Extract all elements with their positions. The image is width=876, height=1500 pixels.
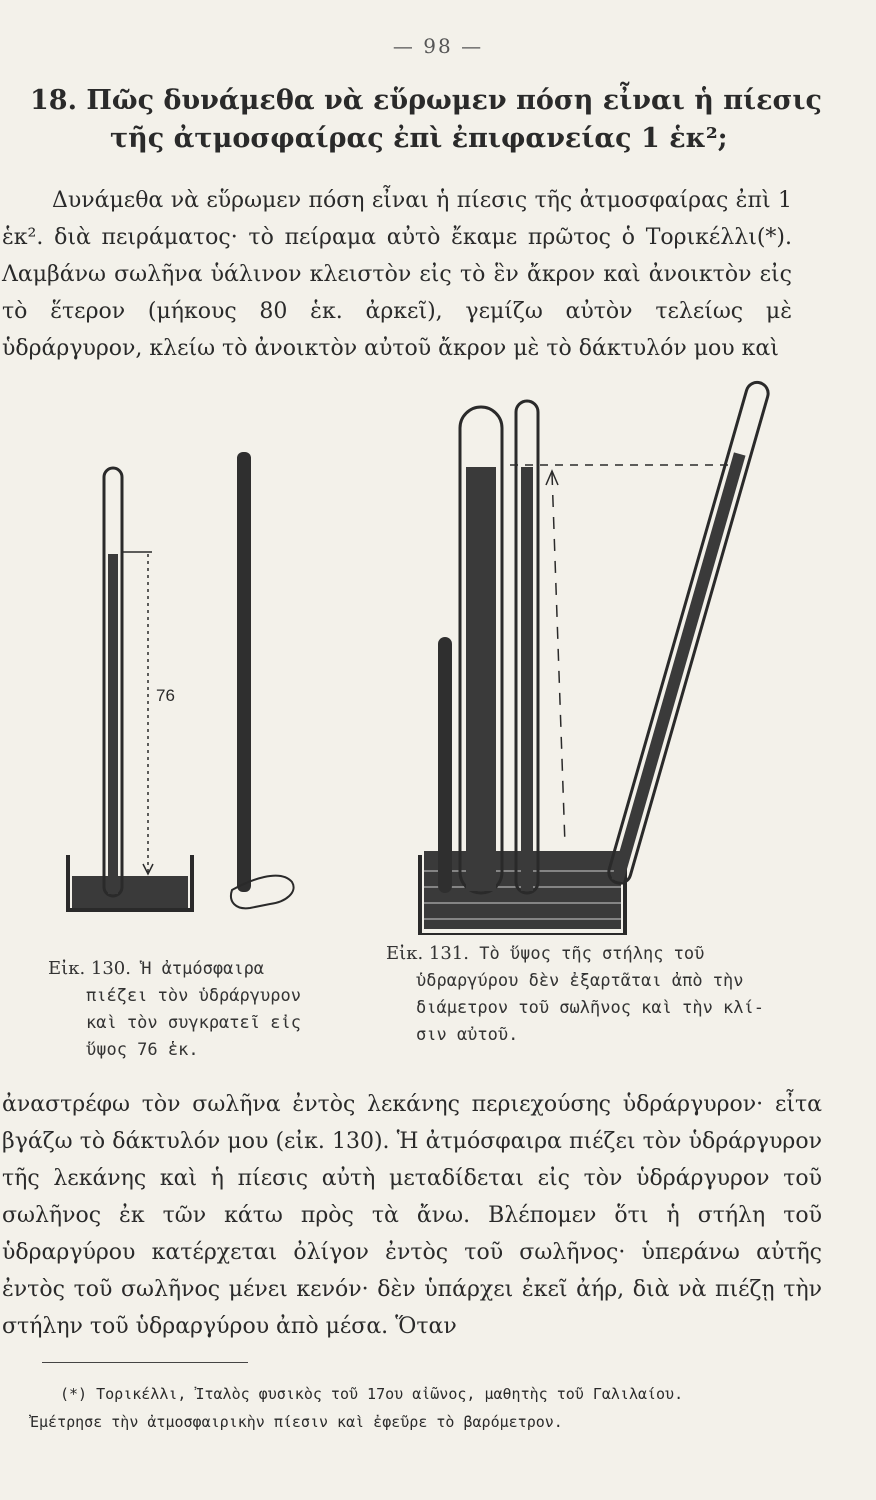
footnote-line-2: Ἐμέτρησε τὴν ἀτμοσφαιρικὴν πίεσιν καὶ ἐφεῦρε τὸ βαρόμετρον. (30, 1413, 563, 1431)
heading-line-1: 18. Πῶς δυνάμεθα νὰ εὕρωμεν πόση εἶναι ἡ πίεσις (30, 85, 822, 116)
figure-130-illustration (60, 440, 310, 920)
footnote-line-1: (*) Τορικέλλι, Ἰταλὸς φυσικὸς τοῦ 17ου αἰῶνος, μαθητὴς τοῦ Γαλιλαίου. (60, 1385, 684, 1403)
caption-131-line-3: διάμετρον τοῦ σωλῆνος καὶ τὴν κλί- (416, 998, 764, 1018)
caption-130-line-4: ὕψος 76 ἑκ. (86, 1040, 199, 1060)
caption-figure-131 (386, 940, 806, 1049)
figure-131-illustration (400, 375, 800, 935)
footnote-rule (42, 1362, 248, 1363)
footnote (30, 1380, 830, 1436)
fig131-wide-tube-mercury (466, 467, 496, 891)
paragraph-intro: Δυνάμεθα νὰ εὕρωμεν πόση εἶναι ἡ πίεσις τῆς ἀτμοσφαίρας ἐπὶ 1 ἑκ². διὰ πειράματος· τὸ πείραμα αὐτὸ ἔκαμε πρῶτος ὁ Τορικέλλι(*). Λαμβάνω σωλῆνα ὑάλινον κλειστὸν εἰς τὸ ἓν ἄκρον καὶ ἀνοικτὸν εἰς τὸ ἕτερον (μήκους 80 ἑκ. ἀρκεῖ), γεμίζω αὐτὸν τελείως μὲ ὑδράργυρον, κλείω τὸ ἀνοικτὸν αὐτοῦ ἄκρον μὲ τὸ δάκτυλόν μου καὶ (2, 188, 792, 361)
fig131-tilted-tube-mercury (612, 452, 746, 882)
fig130-measure-label: 76 (156, 686, 175, 705)
heading-line-2: τῆς ἀτμοσφαίρας ἐπὶ ἐπιφανείας 1 ἑκ²; (110, 123, 728, 154)
page-number: — 98 — (392, 34, 484, 58)
caption-131-line-1: Τὸ ὕψος τῆς στήλης τοῦ (479, 944, 705, 964)
fig130-filled-tube (237, 452, 251, 892)
fig131-short-tube (438, 637, 452, 893)
paragraph-continuation: ἀναστρέφω τὸν σωλῆνα ἐντὸς λεκάνης περιεχούσης ὑδράργυρον· εἶτα βγάζω τὸ δάκτυλόν μου (εἰκ. 130). Ἡ ἀτμόσφαιρα πιέζει τὸν ὑδράργυρον τῆς λεκάνης καὶ ἡ πίεσις αὐτὴ μεταδίδεται εἰς τὸν ὑδράργυρον τοῦ σωλῆνος ἐκ τῶν κάτω πρὸς τὰ ἄνω. Βλέπομεν ὅτι ἡ στήλη τοῦ ὑδραργύρου κατέρχεται ὀλίγον ἐντὸς τοῦ σωλῆνος· ὑπεράνω αὐτῆς ἐντὸς τοῦ σωλῆνος μένει κενόν· δὲν ὑπάρχει ἐκεῖ ἀήρ, διὰ νὰ πιέζῃ τὴν στήλην τοῦ ὑδραργύρου ἀπὸ μέσα. Ὅταν (2, 1092, 822, 1339)
fig130-basin-mercury (72, 876, 188, 908)
caption-130-line-3: καὶ τὸν συγκρατεῖ εἰς (86, 1013, 301, 1033)
fig131-height-line (552, 473, 565, 845)
caption-131-line-2: ὑδραργύρου δὲν ἐξαρτᾶται ἀπὸ τὴν (416, 971, 744, 991)
fig130-tube-mercury (108, 554, 118, 894)
section-heading (30, 82, 830, 158)
caption-131-line-4: σιν αὐτοῦ. (416, 1025, 519, 1045)
caption-figure-130 (48, 955, 348, 1064)
caption-130-line-1: Ἡ ἀτμόσφαιρα (141, 959, 265, 979)
caption-130-line-2: πιέζει τὸν ὑδράργυρον (86, 986, 301, 1006)
caption-131-label: Εἰκ. 131. (386, 943, 469, 964)
caption-130-label: Εἰκ. 130. (48, 958, 131, 979)
fig131-narrow-tube-mercury (521, 467, 533, 891)
